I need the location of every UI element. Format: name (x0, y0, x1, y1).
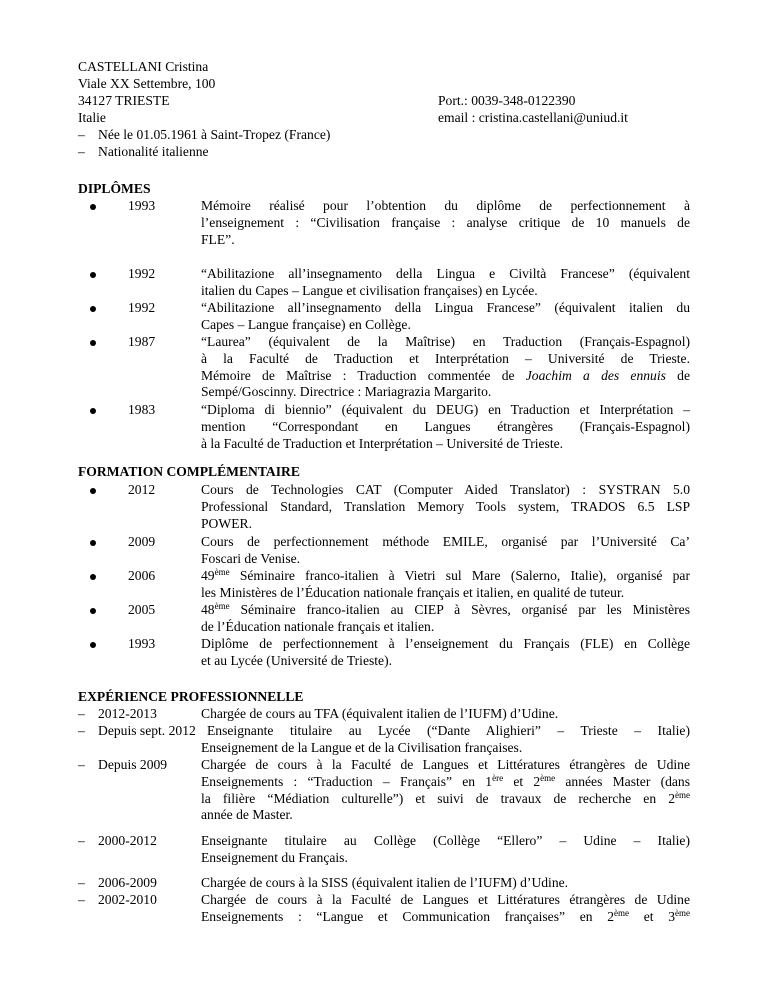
diplome-description: “Abilitazione all’insegnamento della Lingua e Civiltà Francese” (équivalent italien du Capes – Langue et civilisation françaises) en Lycée. (201, 266, 690, 298)
bullet-icon (90, 340, 96, 346)
bullet-icon (90, 272, 96, 278)
diplome-year: 1992 (128, 300, 156, 315)
section-title-formation: FORMATION COMPLÉMENTAIRE (78, 464, 300, 479)
city-address: 34127 TRIESTE (78, 93, 170, 108)
nationality-info: Nationalité italienne (98, 144, 209, 159)
formation-year: 2005 (128, 602, 156, 617)
experience-period: Depuis sept. 2012 (98, 723, 196, 738)
diplome-year: 1983 (128, 402, 156, 417)
bullet-icon (90, 540, 96, 546)
list-dash: – (78, 833, 85, 848)
bullet-icon (90, 306, 96, 312)
experience-description: Enseignante titulaire au Lycée (“Dante Alighieri” – Trieste – Italie) (207, 723, 690, 738)
experience-description-line: Enseignement de la Langue et de la Civilisation françaises. (201, 740, 523, 755)
country: Italie (78, 110, 106, 125)
formation-year: 2006 (128, 568, 156, 583)
section-title-experience: EXPÉRIENCE PROFESSIONNELLE (78, 689, 304, 704)
list-dash: – (78, 757, 85, 772)
nationality-dash: – (78, 144, 85, 159)
bullet-icon (90, 408, 96, 414)
diplome-description: Mémoire réalisé pour l’obtention du diplôme de perfectionnement à l’enseignement : “Civilisation française : analyse critique de 10 manuels de FLE”. (201, 198, 690, 247)
list-dash: – (78, 706, 85, 721)
list-dash: – (78, 875, 85, 890)
diplome-year: 1993 (128, 198, 156, 213)
bullet-icon (90, 574, 96, 580)
street-address: Viale XX Settembre, 100 (78, 76, 216, 91)
experience-description: Chargée de cours au TFA (équivalent italien de l’IUFM) d’Udine. (201, 706, 559, 721)
experience-period: 2000-2012 (98, 833, 157, 848)
diplome-description: “Abilitazione all’insegnamento della Lingua Francese” (équivalent italien du Capes – Langue française) en Collège. (201, 300, 690, 332)
birth-dash: – (78, 127, 85, 142)
name: CASTELLANI Cristina (78, 59, 209, 74)
formation-description: 49ème Séminaire franco-italien à Vietri sul Mare (Salerno, Italie), organisé par les Ministères de l’Éducation nationale français et italien, en qualité de tuteur. (201, 567, 690, 600)
bullet-icon (90, 642, 96, 648)
formation-description: Diplôme de perfectionnement à l’enseignement du Français (FLE) en Collège et au Lycée (Université de Trieste). (201, 636, 690, 668)
experience-description: Enseignante titulaire au Collège (Collège “Ellero” – Udine – Italie) Enseignement du Français. (201, 833, 690, 865)
experience-period: 2012-2013 (98, 706, 157, 721)
bullet-icon (90, 608, 96, 614)
experience-description: Chargée de cours à la Faculté de Langues et Littératures étrangères de Udine Enseignements : “Langue et Communication françaises” en 2ème et 3ème (201, 892, 690, 924)
formation-description: Cours de perfectionnement méthode EMILE, organisé par l’Université Ca’ Foscari de Venise. (201, 534, 690, 566)
diplome-description: “Laurea” (équivalent de la Maîtrise) en Traduction (Français-Espagnol) à la Faculté de Traduction et Interprétation – Université de Trieste. Mémoire de Maîtrise : Traduction commentée de Joachim a des ennuis de Sempé/Goscinny. Directrice : Mariagrazia Margarito. (201, 334, 690, 400)
experience-period: 2006-2009 (98, 875, 157, 890)
bullet-icon (90, 204, 96, 210)
diplome-description: “Diploma di biennio” (équivalent du DEUG) en Traduction et Interprétation – mention “Correspondant en Langues étrangères (Français-Espagnol) à la Faculté de Traduction et Interprétation – Université de Trieste. (201, 402, 690, 451)
diplome-year: 1987 (128, 334, 156, 349)
formation-description: Cours de Technologies CAT (Computer Aided Translator) : SYSTRAN 5.0 Professional Standard, Translation Memory Tools system, TRADOS 6.5 LSP POWER. (201, 482, 690, 531)
formation-description: 48ème Séminaire franco-italien au CIEP à Sèvres, organisé par les Ministères de l’Éducation nationale français et italien. (201, 601, 690, 634)
formation-year: 2009 (128, 534, 156, 549)
book-title: Joachim a des ennuis (525, 367, 666, 383)
experience-period: Depuis 2009 (98, 757, 168, 772)
experience-description: Chargée de cours à la Faculté de Langues et Littératures étrangères de Udine Enseignements : “Traduction – Français” en 1ère et 2ème années Master (dans la filière “Médiation culturelle”) et suivi de travaux de recherche en 2ème année de Master. (201, 757, 691, 823)
phone: Port.: 0039-348-0122390 (438, 93, 576, 108)
list-dash: – (78, 892, 85, 907)
list-dash: – (78, 723, 85, 738)
diplome-year: 1992 (128, 266, 156, 281)
formation-year: 1993 (128, 636, 156, 651)
experience-period: 2002-2010 (98, 892, 157, 907)
experience-description: Chargée de cours à la SISS (équivalent italien de l’IUFM) d’Udine. (201, 875, 569, 890)
bullet-icon (90, 488, 96, 494)
section-title-diplomes: DIPLÔMES (78, 181, 151, 196)
birth-info: Née le 01.05.1961 à Saint-Tropez (France) (98, 127, 331, 142)
formation-year: 2012 (128, 482, 156, 497)
email: email : cristina.castellani@uniud.it (438, 110, 628, 125)
